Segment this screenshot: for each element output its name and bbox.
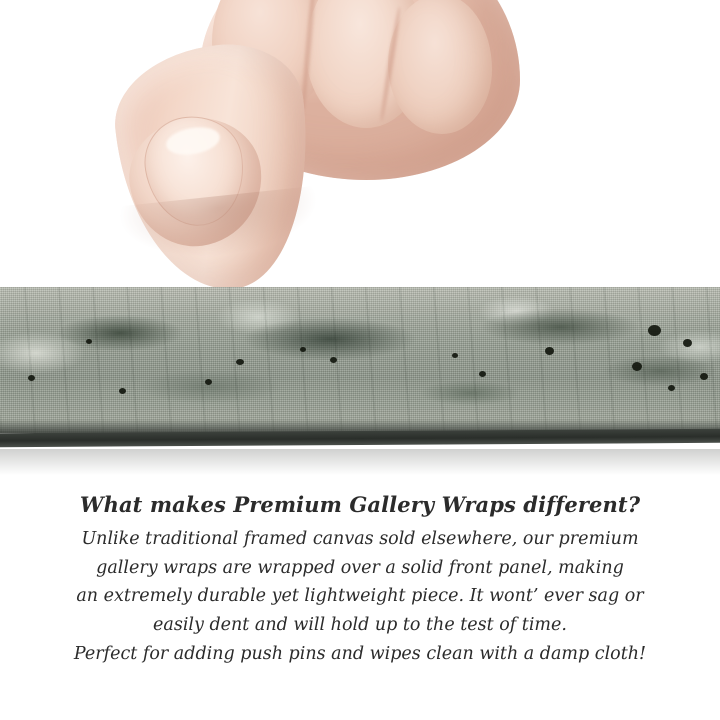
canvas-speck: [205, 379, 212, 385]
canvas-speck: [648, 325, 661, 336]
canvas-scuff-overlay: [0, 287, 720, 433]
caption-line: Perfect for adding push pins and wipes clean with a damp cloth!: [73, 643, 647, 664]
caption-block: [0, 492, 720, 671]
canvas-speck: [236, 359, 244, 365]
canvas-speck: [330, 357, 337, 363]
caption-line: an extremely durable yet lightweight piece. It wont’ ever sag or: [76, 586, 644, 607]
finger-knuckle-3: [388, 0, 492, 134]
canvas-edge-strip: [0, 287, 720, 449]
caption-line: easily dent and will hold up to the test of time.: [153, 615, 567, 636]
photo-top-area: [0, 0, 720, 292]
canvas-speck: [668, 385, 675, 391]
canvas-speck: [479, 371, 486, 377]
caption-line: gallery wraps are wrapped over a solid front panel, making: [96, 557, 624, 578]
canvas-speck: [545, 347, 554, 355]
canvas-speck: [300, 347, 306, 352]
canvas-speck: [683, 339, 692, 347]
canvas-speck: [632, 362, 642, 371]
canvas-speck: [452, 353, 458, 358]
canvas-drop-shadow: [0, 449, 720, 475]
canvas-bottom-edge: [0, 429, 720, 447]
canvas-speck: [86, 339, 92, 344]
hand-photo: [120, 0, 500, 292]
caption-title: What makes Premium Gallery Wraps different?: [79, 492, 641, 517]
caption-line: Unlike traditional framed canvas sold elsewhere, our premium: [81, 529, 639, 549]
caption-body: [0, 527, 720, 668]
canvas-speck: [700, 373, 708, 380]
canvas-speck: [119, 388, 126, 394]
canvas-speck: [28, 375, 35, 381]
